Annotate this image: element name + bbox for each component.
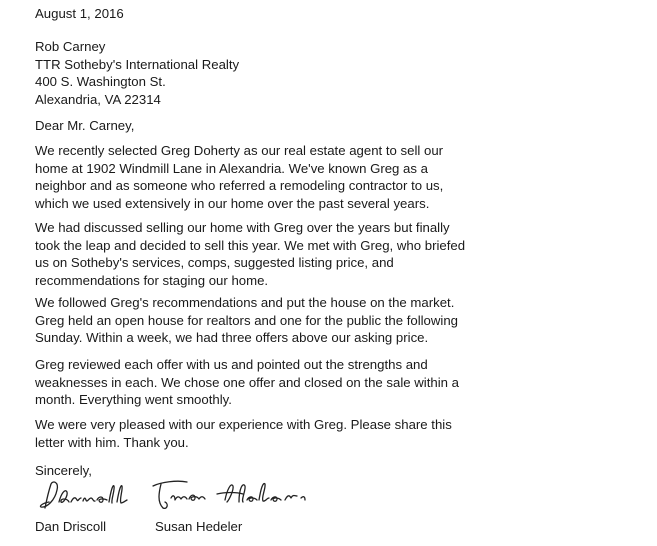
paragraph-line: Greg reviewed each offer with us and pointed out the strengths and — [35, 357, 428, 372]
paragraph-line: letter with him. Thank you. — [35, 434, 189, 450]
paragraph-line: month. Everything went smoothly. — [35, 392, 232, 407]
paragraph-line: Greg held an open house for realtors and one for the public the following — [35, 312, 459, 328]
paragraph-line: weaknesses in each. We chose one offer and closed on the sale within a — [35, 374, 459, 390]
signature-susan-hedeler — [147, 474, 317, 516]
letter-date: August 1, 2016 — [35, 6, 124, 21]
paragraph-line: We had discussed selling our home with Greg over the years but finally — [35, 220, 450, 235]
recipient-address — [35, 38, 239, 108]
paragraph-line: We followed Greg's recommendations and put the house on the market. — [35, 295, 455, 310]
paragraph-3 — [35, 294, 645, 347]
paragraph-line: home at 1902 Windmill Lane in Alexandria. We've known Greg as a — [35, 160, 428, 176]
signature-susan-hedeler-drawing — [147, 474, 317, 516]
recipient-company: TTR Sotheby's International Realty — [35, 56, 240, 72]
signature-dan-driscoll-drawing — [37, 478, 129, 516]
paragraph-line: We recently selected Greg Doherty as our real estate agent to sell our — [35, 143, 444, 158]
closing: Sincerely, — [35, 463, 92, 478]
recipient-street: 400 S. Washington St. — [35, 74, 166, 89]
paragraph-4 — [35, 356, 645, 409]
paragraph-line: neighbor and as someone who referred a remodeling contractor to us, — [35, 178, 444, 193]
paragraph-2 — [35, 219, 645, 289]
paragraph-line: We were very pleased with our experience with Greg. Please share this — [35, 417, 452, 432]
signer-name-susan-hedeler: Susan Hedeler — [155, 519, 243, 534]
paragraph-line: took the leap and decided to sell this year. We met with Greg, who briefed — [35, 237, 466, 253]
paragraph-line: recommendations for staging our home. — [35, 272, 269, 288]
paragraph-5 — [35, 416, 645, 451]
signature-dan-driscoll — [37, 478, 129, 516]
paragraph-line: us on Sotheby's services, comps, suggested listing price, and — [35, 255, 394, 270]
paragraph-line: Sunday. Within a week, we had three offers above our asking price. — [35, 330, 429, 345]
recipient-name: Rob Carney — [35, 39, 106, 54]
recipient-city: Alexandria, VA 22314 — [35, 91, 161, 107]
signer-name-dan-driscoll: Dan Driscoll — [35, 519, 107, 534]
salutation: Dear Mr. Carney, — [35, 118, 135, 133]
paragraph-1 — [35, 142, 645, 212]
paragraph-line: which we used extensively in our home over the past several years. — [35, 195, 430, 211]
